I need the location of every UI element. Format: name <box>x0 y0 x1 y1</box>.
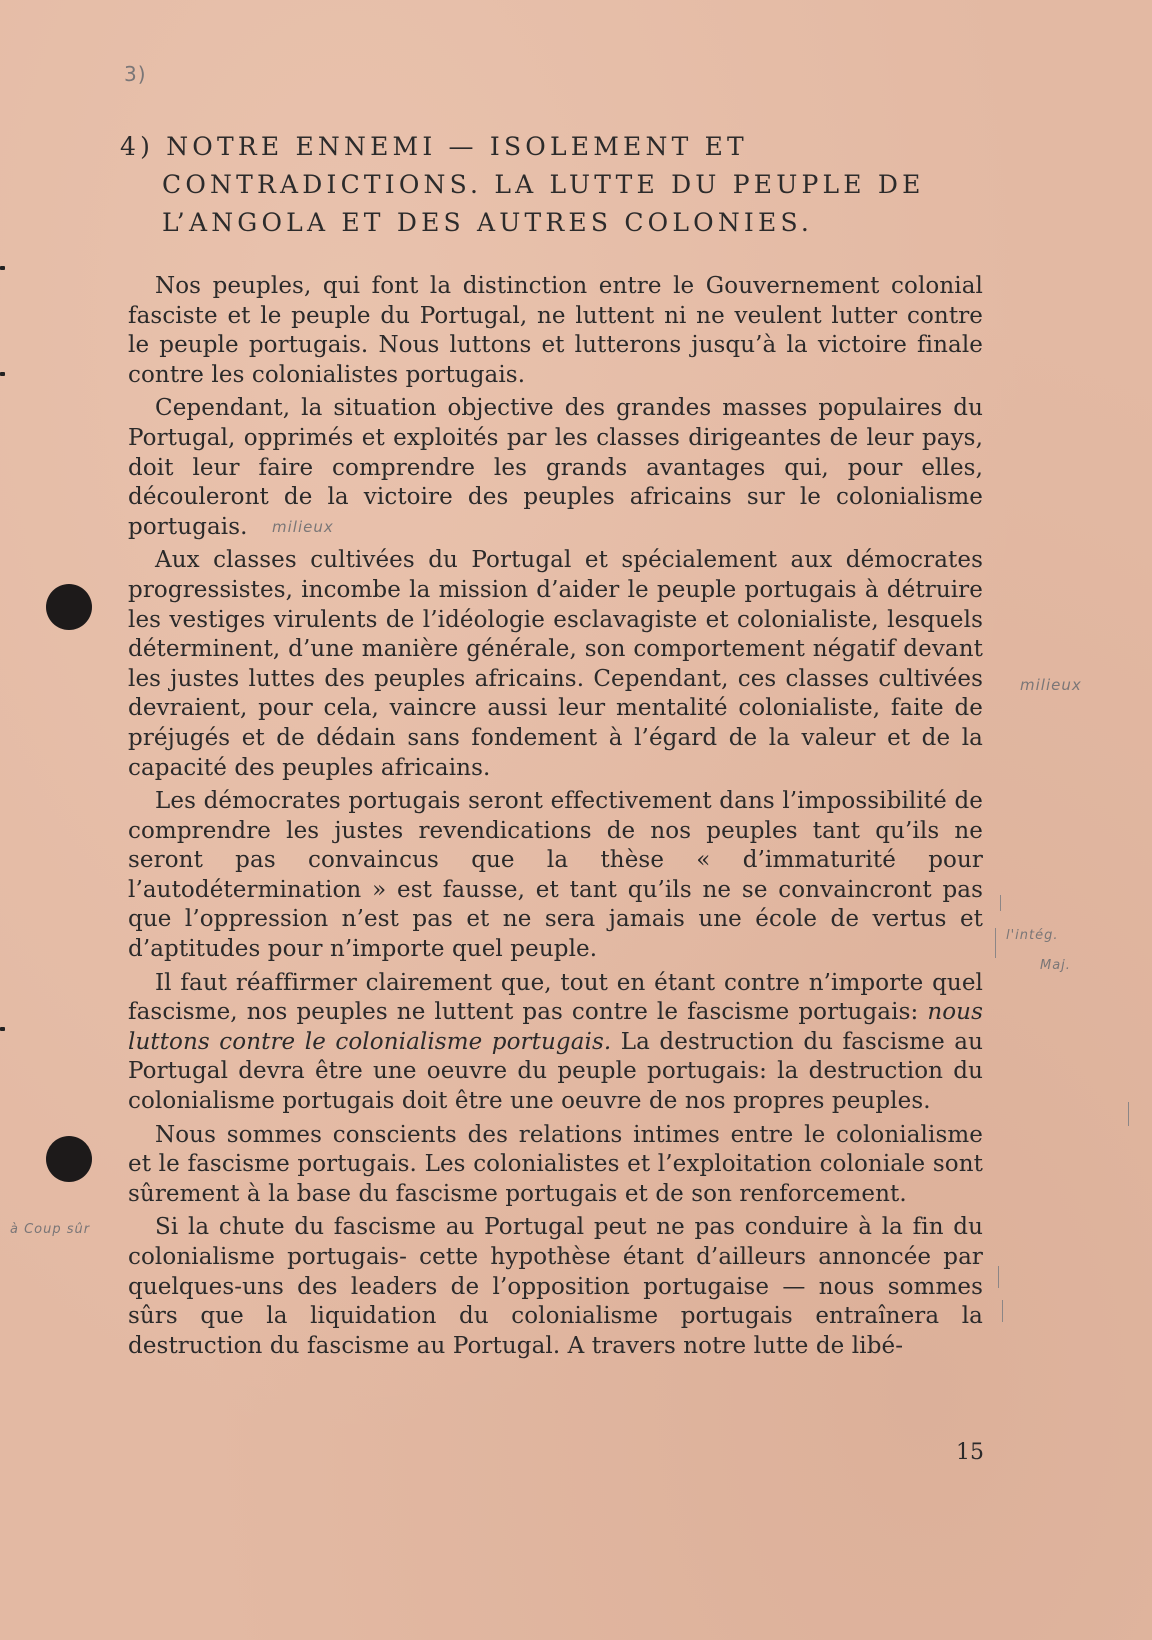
pencil-stroke <box>995 928 996 958</box>
heading-number: 4) <box>120 132 155 161</box>
margin-note: milieux <box>272 518 334 536</box>
margin-note: milieux <box>1020 676 1082 694</box>
heading-line-1 <box>120 128 925 166</box>
pencil-stroke <box>1128 1102 1129 1126</box>
paragraph-text: La destruction du fascisme au Portugal devra être une oeuvre du peuple portugais: la destruction du colonialisme portugais doit être une oeuvre de nos propres peuples. <box>128 1028 983 1115</box>
paragraph: Nos peuples, qui font la distinction entre le Gouvernement colonial fasciste et le peuple du Portugal, ne luttent ni ne veulent lutter contre le peuple portugais. Nous luttons et lutterons jusqu’à la victoire finale contre les colonialistes portugais. <box>128 273 983 388</box>
heading-line-2: CONTRADICTIONS. LA LUTTE DU PEUPLE DE <box>162 170 925 199</box>
corner-mark: 3) <box>124 62 147 86</box>
paragraph: Nous sommes conscients des relations intimes entre le colonialisme et le fascisme portugais. Les colonialistes et l’exploitation coloniale sont sûrement à la base du fascisme portugais et de son renforcement. <box>128 1121 983 1207</box>
paragraph-text: Il faut réaffirmer clairement que, tout en étant contre n’importe quel fascisme, nos peuples ne luttent pas contre le fascisme portugais: <box>128 969 983 1026</box>
pencil-stroke <box>998 1266 999 1288</box>
paragraph: Si la chute du fascisme au Portugal peut ne pas conduire à la fin du colonialisme portugais- cette hypothèse étant d’ailleurs annoncée par quelques-uns des leaders de l’opposition portugaise — nous sommes sûrs que la liquidation du colonialisme portugais entraînera la destruction du fascisme au Portugal. A travers notre lutte de libé- <box>128 1214 983 1359</box>
margin-note: à Coup sûr <box>10 1222 91 1237</box>
edge-mark <box>0 1027 5 1031</box>
pencil-stroke <box>1002 1300 1003 1322</box>
paragraph: Les démocrates portugais seront effectivement dans l’impossibilité de comprendre les justes revendications de nos peuples tant qu’ils ne seront pas convaincus que la thèse « d’immaturité pour l’autodétermination » est fausse, et tant qu’ils ne se convaincront pas que l’oppression n’est pas et ne sera jamais une école de vertus et d’aptitudes pour n’importe quel peuple. <box>128 788 983 963</box>
paragraph <box>128 969 983 1117</box>
punch-hole-top <box>46 584 92 630</box>
emphasized-text: nous luttons contre le colonialisme portugais. <box>128 999 983 1055</box>
paragraph: Cependant, la situation objective des grandes masses populaires du Portugal, opprimés et exploités par les classes dirigeantes de leur pays, doit leur faire comprendre les grands avantages qui, pour elles, découleront de la victoire des peuples africains sur le colonialisme portugais. <box>128 395 983 540</box>
edge-mark <box>0 372 5 376</box>
heading-line-3: L’ANGOLA ET DES AUTRES COLONIES. <box>162 208 814 237</box>
margin-note: Maj. <box>1040 958 1071 973</box>
body-text <box>128 272 983 1365</box>
pencil-stroke <box>1000 895 1001 911</box>
punch-hole-bottom <box>46 1136 92 1182</box>
paragraph: Aux classes cultivées du Portugal et spécialement aux démocrates progressistes, incombe la mission d’aider le peuple portugais à détruire les vestiges virulents de l’idéologie esclavagiste et colonialiste, lesquels déterminent, d’une manière générale, son comportement négatif devant les justes luttes des peuples africains. Cependant, ces classes cultivées devraient, pour cela, vaincre aussi leur mentalité colonialiste, faite de préjugés et de dédain sans fondement à l’égard de la valeur et de la capacité des peuples africains. <box>128 547 983 781</box>
margin-note: l'intég. <box>1006 928 1059 943</box>
edge-mark <box>0 266 5 270</box>
heading-text-1: NOTRE ENNEMI — ISOLEMENT ET <box>166 132 748 161</box>
page-number: 15 <box>956 1440 984 1465</box>
section-heading <box>120 128 925 242</box>
